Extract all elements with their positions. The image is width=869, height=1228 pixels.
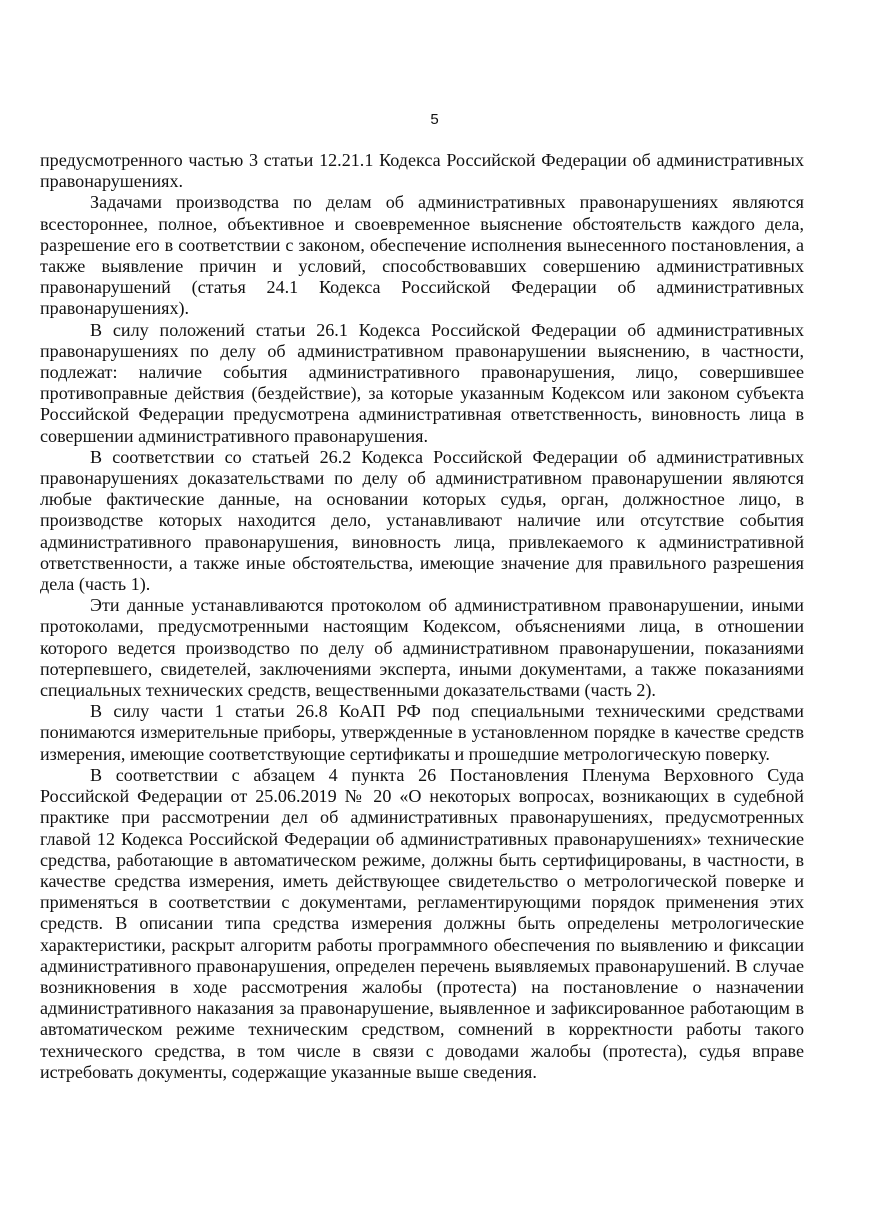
paragraph-article-26-2: В соответствии со статьей 26.2 Кодекса Российской Федерации об административных правонарушениях доказательствами по делу об административном правонарушении являются любые фактические данные, на основании которых судья, орган, должностное лицо, в производстве которых находится дело, устанавливают наличие или отсутствие события административного правонарушения, виновность лица, привлекаемого к административной ответственности, а также иные обстоятельства, имеющие значение для правильного разрешения дела (часть 1). xyxy=(40,446,804,595)
paragraph-plenum-resolution: В соответствии с абзацем 4 пункта 26 Постановления Пленума Верховного Суда Российской Федерации от 25.06.2019 № 20 «О некоторых вопросах, возникающих в судебной практике при рассмотрении дел об административных правонарушениях, предусмотренных главой 12 Кодекса Российской Федерации об административных правонарушениях» технические средства, работающие в автоматическом режиме, должны быть сертифицированы, в частности, в качестве средства измерения, иметь действующее свидетельство о метрологической поверке и применяться в соответствии с документами, регламентирующими порядок применения этих средств. В описании типа средства измерения должны быть определены метрологические характеристики, раскрыт алгоритм работы программного обеспечения по выявлению и фиксации административного правонарушения, определен перечень выявляемых правонарушений. В случае возникновения в ходе рассмотрения жалобы (протеста) на постановление о назначении административного наказания за правонарушение, выявленное и зафиксированное работающим в автоматическом режиме техническим средством, сомнений в корректности работы такого технического средства, в том числе в связи с доводами жалобы (протеста), судья вправе истребовать документы, содержащие указанные выше сведения. xyxy=(40,764,804,1082)
paragraph-tasks-of-proceedings: Задачами производства по делам об административных правонарушениях являются всестороннее, полное, объективное и своевременное выяснение обстоятельств каждого дела, разрешение его в соответствии с законом, обеспечение исполнения вынесенного постановления, а также выявление причин и условий, способствовавших совершению административных правонарушений (статья 24.1 Кодекса Российской Федерации об административных правонарушениях). xyxy=(40,192,804,319)
paragraph-evidence-sources: Эти данные устанавливаются протоколом об административном правонарушении, иными протоколами, предусмотренными настоящим Кодексом, объяснениями лица, в отношении которого ведется производство по делу об административном правонарушении, показаниями потерпевшего, свидетелей, заключениями эксперта, иными документами, а также показаниями специальных технических средств, вещественными доказательствами (часть 2). xyxy=(40,595,804,701)
paragraph-continuation: предусмотренного частью 3 статьи 12.21.1 Кодекса Российской Федерации об административных правонарушениях. xyxy=(40,150,804,192)
paragraph-article-26-8: В силу части 1 статьи 26.8 КоАП РФ под специальными техническими средствами понимаются измерительные приборы, утвержденные в установленном порядке в качестве средств измерения, имеющие соответствующие сертификаты и прошедшие метрологическую поверку. xyxy=(40,701,804,764)
page-number: 5 xyxy=(430,111,439,128)
paragraph-article-26-1: В силу положений статьи 26.1 Кодекса Российской Федерации об административных правонарушениях по делу об административном правонарушении выяснению, в частности, подлежат: наличие события административного правонарушения, лицо, совершившее противоправные действия (бездействие), за которые указанным Кодексом или законом субъекта Российской Федерации предусмотрена административная ответственность, виновность лица в совершении административного правонарушения. xyxy=(40,319,804,446)
document-body xyxy=(40,150,804,1083)
